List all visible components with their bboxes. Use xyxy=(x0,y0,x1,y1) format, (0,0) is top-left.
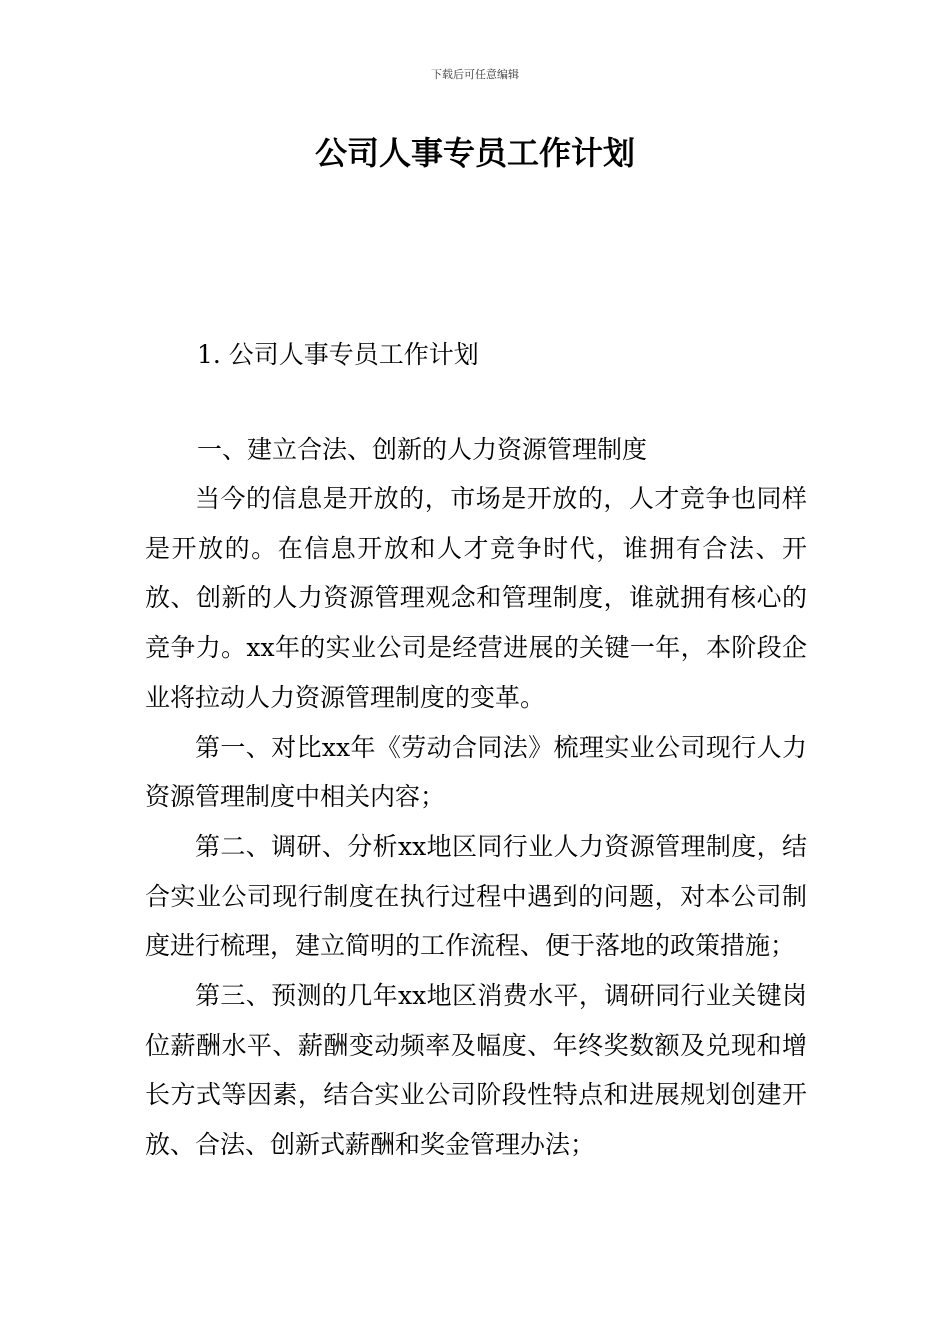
body-paragraphs xyxy=(145,474,807,1170)
paragraph: 第一、对比xx年《劳动合同法》梳理实业公司现行人力资源管理制度中相关内容； xyxy=(145,732,807,812)
section-heading xyxy=(145,425,807,475)
watermark-text: 下载后可任意编辑 xyxy=(431,68,519,81)
subtitle-text: 1. 公司人事专员工作计划 xyxy=(197,340,479,369)
paragraph: 第二、调研、分析xx地区同行业人力资源管理制度，结合实业公司现行制度在执行过程中遇到的问题，对本公司制度进行梳理，建立简明的工作流程、便于落地的政策措施； xyxy=(145,831,807,961)
page-title: 公司人事专员工作计划 xyxy=(314,134,635,172)
section-heading-text: 一、建立合法、创新的人力资源管理制度 xyxy=(197,435,648,464)
paragraph: 当今的信息是开放的，市场是开放的，人才竞争也同样是开放的。在信息开放和人才竞争时代，谁拥有合法、开放、创新的人力资源管理观念和管理制度，谁就拥有核心的竞争力。xx年的实业公司是经营进展的关键一年，本阶段企业将拉动人力资源管理制度的变革。 xyxy=(145,484,807,712)
paragraph: 第三、预测的几年xx地区消费水平，调研同行业关键岗位薪酬水平、薪酬变动频率及幅度、年终奖数额及兑现和增长方式等因素，结合实业公司阶段性特点和进展规划创建开放、合法、创新式薪酬和奖金管理办法； xyxy=(145,981,807,1160)
document-subtitle xyxy=(145,330,807,380)
